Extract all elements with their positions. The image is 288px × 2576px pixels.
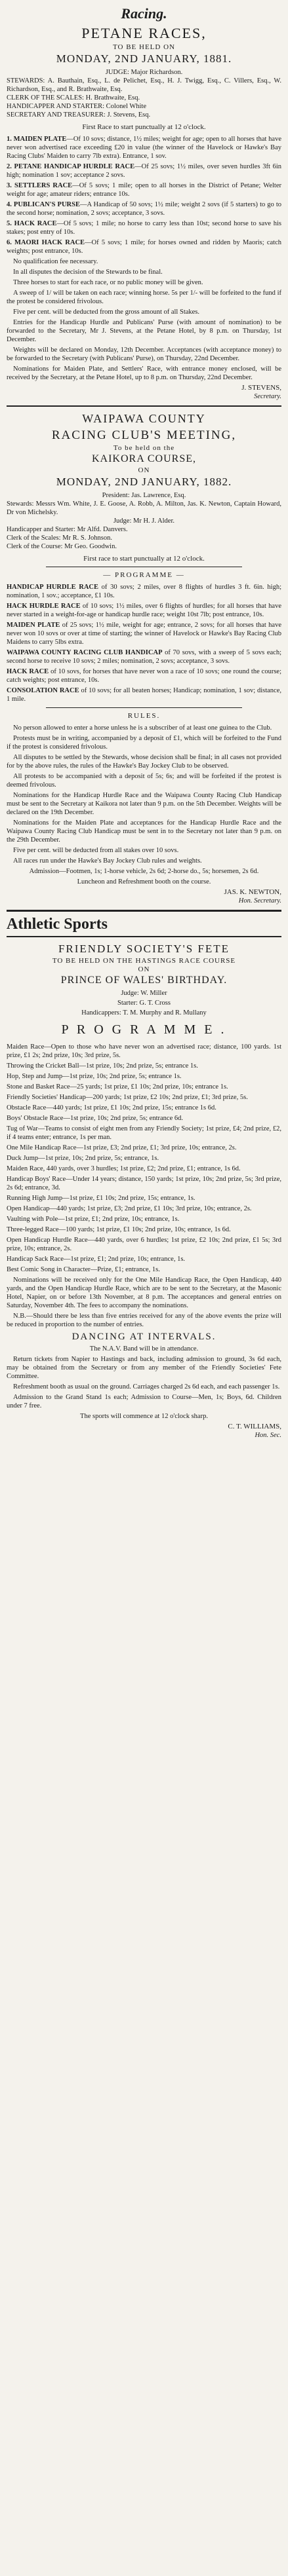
note-paragraph: Refreshment booth as usual on the ground. Carriages charged 2s 6d each, and each passenger 1s.	[13, 1383, 280, 1391]
section-divider	[7, 936, 281, 937]
note-paragraph: Luncheon and Refreshment booth on the course.	[77, 878, 211, 886]
event-entry: Throwing the Cricket Ball—1st prize, 10s; 2nd prize, 5s; entrance 1s.	[7, 1062, 198, 1070]
event-entry: Three-legged Race—100 yards; 1st prize, £1 10s; 2nd prize, 10s; entrance, 1s 6d.	[7, 1226, 231, 1233]
note-paragraph: Protests must be in writing, accompanied by a deposit of £1, which will be forfeited to the Fund if the protest is considered frivolous.	[7, 735, 281, 751]
petane-races-ad	[7, 5, 281, 400]
race-name: HACK HURDLE RACE	[7, 603, 81, 610]
petane-official: SECRETARY AND TREASURER: J. Stevens, Esq.	[7, 111, 151, 119]
note-paragraph: All races run under the Hawke's Bay Jockey Club rules and weights.	[13, 857, 202, 865]
section-title-athletic: Athletic Sports	[7, 910, 281, 933]
race-text: —Of 5 sovs; 1 mile; for horses owned and ridden by Maoris; catch weights; post entrance, 10s.	[7, 239, 281, 255]
petane-heading: PETANE RACES,	[81, 25, 207, 41]
note-paragraph: The sports will commence at 12 o'clock sharp.	[80, 1413, 208, 1420]
note-paragraph: All protests to be accompanied with a deposit of 5s; 6s; and will be forfeited if the protest is deemed frivolous.	[7, 773, 281, 789]
athletic-official: Handicappers: T. M. Murphy and R. Mullany	[81, 1009, 207, 1017]
event-entry: Vaulting with Pole—1st prize, £1; 2nd prize, 10s; entrance, 1s.	[7, 1216, 180, 1223]
event-entry: Open Handicap—440 yards; 1st prize, £3; 2nd prize, £1 10s; 3rd prize, 10s; entrance, 2s.	[7, 1205, 252, 1212]
race-text: —Of 5 sovs; 1 mile; no horse to carry less than 10st; second horse to save his stakes; post entry of 10s.	[7, 220, 281, 236]
note-paragraph: Three horses to start for each race, or no public money will be given.	[13, 279, 203, 286]
athletic-heading: FRIENDLY SOCIETY'S FETE	[58, 943, 230, 955]
event-entry: One Mile Handicap Race—1st prize, £3; 2nd prize, £1; 3rd prize, 10s; entrance, 2s.	[7, 1144, 237, 1151]
waipawa-official: Judge: Mr H. J. Alder.	[113, 517, 175, 525]
event-entry: Hop, Step and Jump—1st prize, 10s; 2nd prize, 5s; entrance 1s.	[7, 1073, 182, 1080]
petane-official: CLERK OF THE SCALES: H. Brathwaite, Esq.	[7, 94, 140, 102]
petane-official: JUDGE: Major Richardson.	[105, 69, 183, 76]
race-name: 4. PUBLICAN'S PURSE	[7, 201, 80, 208]
note-paragraph: The N.A.V. Band will be in attendance.	[89, 1345, 199, 1353]
waipawa-racing-ad	[7, 412, 281, 905]
event-entry: Tug of War—Teams to consist of eight men from any Friendly Society; 1st prize, £4; 2nd prize, £2, if 4 teams enter; entrance, 1s per man.	[7, 1125, 281, 1141]
athletic-notes	[7, 1276, 281, 1329]
rule	[46, 707, 242, 708]
waipawa-signature-role: Hon. Secretary.	[238, 897, 281, 905]
race-name: WAIPAWA COUNTY RACING CLUB HANDICAP	[7, 649, 163, 656]
athletic-signature: C. T. WILLIAMS,	[228, 1423, 281, 1430]
note-paragraph: Nominations for Maiden Plate, and Settlers' Race, with entrance money enclosed, will be received by the Secretary, at the Petane Hotel, up to 8 p.m. on Thursday, 22nd December.	[7, 365, 281, 381]
waipawa-on: ON	[138, 466, 150, 474]
race-name: HACK RACE	[7, 668, 49, 675]
event-entry: Running High Jump—1st prize, £1 10s; 2nd prize, 15s; entrance, 1s.	[7, 1195, 195, 1202]
note-paragraph: Admission to the Grand Stand 1s each; Admission to Course—Men, 1s; Boys, 6d. Children under 7 free.	[7, 1394, 281, 1409]
note-paragraph: No person allowed to enter a horse unless he is a subscriber of at least one guinea to the Club.	[13, 724, 272, 732]
race-name: MAIDEN PLATE	[7, 622, 60, 629]
race-name: 5. HACK RACE	[7, 220, 57, 227]
waipawa-venue: KAIKORA COURSE,	[91, 453, 196, 464]
event-entry: Handicap Sack Race—1st prize, £1; 2nd prize, 10s; entrance, 1s.	[7, 1256, 186, 1263]
event-entry: Boys' Obstacle Race—1st prize, 10s; 2nd prize, 5s; entrance 6d.	[7, 1115, 183, 1122]
race-entry	[7, 648, 281, 665]
race-entry	[7, 686, 281, 703]
waipawa-heading-1: WAIPAWA COUNTY	[82, 412, 206, 425]
waipawa-date: MONDAY, 2ND JANUARY, 1882.	[56, 476, 232, 488]
note-paragraph: Nominations will be received only for the One Mile Handicap Race, the Open Handicap, 440 yards, and the Open Handicap Hurdle Race, which are to be sent to the Secretary, at the Masonic Hotel, Napier, on or before 13th November, at 8 p.m. The acceptances and general entries on Saturday, November 4th. The fees to accompany the nominations.	[7, 1277, 281, 1309]
race-entry	[7, 135, 281, 160]
event-entry: Handicap Boys' Race—Under 14 years; distance, 150 yards; 1st prize, 10s; 2nd prize, 5s; 3rd prize, 2s 6d; entrance, 3d.	[7, 1176, 281, 1191]
athletic-sports-ad	[7, 910, 281, 1439]
waipawa-first-race: First race to start punctually at 12 o'clock.	[83, 555, 205, 563]
dancing-notes	[7, 1345, 281, 1421]
event-entry: Obstacle Race—440 yards; 1st prize, £1 10s; 2nd prize, 15s; entrance 1s 6d.	[7, 1104, 216, 1111]
race-text: of 70 sovs, with a sweep of 5 sovs each; second horse to receive 10 sovs; 2 miles; nomination, 2 sovs; acceptance, 3 sovs.	[7, 649, 282, 665]
race-entry	[7, 219, 281, 236]
race-text: of 10 sovs; 1½ miles, over 6 flights of hurdles; for all horses that have never started in a weight-for-age or handicap hurdle race; weight 10st 7lb; post entrance, 10s.	[7, 603, 281, 618]
athletic-programme-title: P R O G R A M M E .	[61, 1022, 227, 1037]
section-title-racing: Racing.	[121, 5, 167, 22]
athletic-official: Judge: W. Miller	[121, 990, 167, 997]
race-entry	[7, 667, 281, 684]
waipawa-official: Clerk of the Scales: Mr R. S. Johnson.	[7, 534, 112, 542]
petane-date: MONDAY, 2ND JANUARY, 1881.	[56, 52, 232, 65]
note-paragraph: Admission—Footmen, 1s; 1-horse vehicle, 2s 6d; 2-horse do., 5s; horsemen, 2s 6d.	[29, 868, 259, 875]
athletic-to-be-held: TO BE HELD ON THE HASTINGS RACE COURSE	[52, 957, 236, 965]
race-text: of 10 sovs; for all beaten horses; Handicap; nomination, 1 sov; distance, 1 mile.	[7, 687, 281, 703]
petane-official: HANDICAPPER AND STARTER: Colonel White	[7, 103, 147, 110]
note-paragraph: Return tickets from Napier to Hastings and back, including admission to ground, 3s 6d each, may be obtained from the Secretary or from any member of the Friendly Societies' Fete Committee.	[7, 1356, 281, 1380]
race-entry	[7, 583, 281, 600]
race-entry	[7, 238, 281, 255]
petane-notes	[7, 257, 281, 382]
note-paragraph: No qualification fee necessary.	[13, 258, 98, 265]
athletic-signature-role: Hon. Sec.	[255, 1432, 281, 1439]
race-name: HANDICAP HURDLE RACE	[7, 584, 98, 591]
event-entry: Stone and Basket Race—25 yards; 1st prize, £1 10s; 2nd prize, 10s; entrance 1s.	[7, 1083, 228, 1091]
race-entry	[7, 181, 281, 198]
note-paragraph: Nominations for the Maiden Plate and acceptances for the Handicap Hurdle Race and the Waipawa County Racing Club Handicap must be sent in to the Secretary not later than 9 p.m. on the 29th December.	[7, 819, 281, 844]
note-paragraph: Entries for the Handicap Hurdle and Publicans' Purse (with amount of nomination) to be forwarded to the Secretary, Mr J. Stevens, at the Petane Hotel, by 8 p.m. on Thursday, 1st December.	[7, 319, 281, 343]
petane-races-list	[7, 135, 281, 255]
athletic-on: ON	[138, 965, 150, 973]
athletic-events-list	[7, 1043, 281, 1274]
petane-signature-role: Secretary.	[254, 393, 281, 400]
waipawa-notes	[7, 724, 281, 886]
event-entry: Open Handicap Hurdle Race—440 yards, over 6 hurdles; 1st prize, £2 10s; 2nd prize, £1 5s; 3rd prize, 10s; entrance, 2s.	[7, 1237, 281, 1252]
race-text: of 25 sovs; 1½ mile, weight for age; entrance, 2 sovs; for all horses that have never won 10 sovs or over at time of starting; the winner of Havelock or Hawke's Bay Racing Club Maidens to carry 5lbs extra.	[7, 622, 282, 646]
note-paragraph: Five per cent. will be deducted from all stakes over 10 sovs.	[13, 847, 179, 854]
waipawa-official: Stewards: Messrs Wm. White, J. E. Goose, A. Robb, A. Milton, Jas. K. Newton, Captain Howard, Dr von Michelsky.	[7, 500, 281, 516]
petane-signature: J. STEVENS,	[241, 384, 281, 392]
waipawa-heading-2: RACING CLUB'S MEETING,	[51, 428, 237, 442]
waipawa-signature: JAS. K. NEWTON,	[224, 888, 281, 896]
note-paragraph: All disputes to be settled by the Stewards, whose decision shall be final; in all cases not provided for by the above rules, the rules of the Hawke's Bay Jockey Club to be observed.	[7, 754, 281, 770]
race-text: —Of 5 sovs; 1 mile; open to all horses in the District of Petane; Welter weight for age; amateur riders; entrance 10s.	[7, 182, 282, 198]
athletic-judges	[7, 989, 281, 1017]
petane-first-race: First Race to start punctually at 12 o'clock.	[82, 123, 206, 131]
race-text: of 10 sovs, for horses that have never won a race of 10 sovs; one round the course; catch weights; post entrance, 10s.	[7, 668, 281, 684]
race-text: —Of 10 sovs; distance, 1½ miles; weight for age; open to all horses that have never won advertised race exceeding £20 in value (the winner of the Havelock or Hawke's Bay Racing Clubs' Maiden to carry 7lb extra). Entrance, 1 sov.	[7, 136, 281, 160]
section-divider	[7, 405, 281, 407]
waipawa-rules-label: RULES.	[127, 712, 161, 720]
athletic-official: Starter: G. T. Cross	[117, 999, 171, 1007]
race-entry	[7, 621, 281, 646]
race-name: 3. SETTLERS RACE	[7, 182, 73, 189]
petane-officials	[7, 68, 281, 119]
race-text: —Of 25 sovs; 1½ miles, over seven hurdles 3ft 6in high; nomination 1 sov; acceptance 2 sovs.	[7, 163, 281, 179]
note-paragraph: In all disputes the decision of the Stewards to be final.	[13, 269, 163, 276]
waipawa-officials	[7, 491, 281, 551]
race-entry	[7, 162, 281, 179]
event-entry: Maiden Race, 440 yards, over 3 hurdles; 1st prize, £2; 2nd prize, £1; entrance, 1s 6d.	[7, 1165, 241, 1172]
petane-to-be-held: TO BE HELD ON	[113, 43, 175, 51]
event-entry: Duck Jump—1st prize, 10s; 2nd prize, 5s; entrance, 1s.	[7, 1155, 159, 1162]
race-entry	[7, 602, 281, 619]
waipawa-programme-label: — PROGRAMME —	[103, 571, 185, 579]
race-name: CONSOLATION RACE	[7, 687, 79, 694]
race-text: —A Handicap of 50 sovs; 1½ mile; weight 2 sovs (if 5 starters) to go to the second horse; nomination, 2 sovs; acceptance, 3 sovs.	[7, 201, 281, 217]
note-paragraph: N.B.—Should there be less than five entries received for any of the above events the prize will be reduced in proportion to the number of entries.	[7, 1313, 281, 1328]
waipawa-races-list	[7, 583, 281, 703]
event-entry: Friendly Societies' Handicap—200 yards; 1st prize, £2 10s; 2nd prize, £1; 3rd prize, 5s.	[7, 1094, 248, 1101]
event-entry: Best Comic Song in Character—Prize, £1; entrance, 1s.	[7, 1266, 160, 1273]
race-name: 6. MAORI HACK RACE	[7, 239, 85, 246]
race-text: of 30 sovs; 2 miles, over 8 flights of hurdles 3 ft. 6in. high; nomination, 1 sov.; acceptance, £1 10s.	[7, 584, 282, 599]
waipawa-official: Handicapper and Starter: Mr Alfd. Danvers.	[7, 526, 128, 533]
note-paragraph: A sweep of 1/ will be taken on each race; winning horse. 5s per 1/- will be forfeited to the fund if the protest be considered frivolous.	[7, 289, 281, 305]
race-name: 2. PETANE HANDICAP HURDLE RACE	[7, 163, 135, 170]
race-name: 1. MAIDEN PLATE	[7, 136, 67, 143]
event-entry: Maiden Race—Open to those who have never won an advertised race; distance, 100 yards. 1st prize, £1 2s; 2nd prize, 10s; 3rd prize, 5s.	[7, 1043, 281, 1059]
waipawa-to-be-held: To be held on the	[113, 444, 175, 452]
note-paragraph: Five per cent. will be deducted from the gross amount of all Stakes.	[13, 308, 200, 316]
race-entry	[7, 200, 281, 217]
waipawa-official: Clerk of the Course: Mr Geo. Goodwin.	[7, 543, 117, 550]
waipawa-official: President: Jas. Lawrence, Esq.	[102, 492, 186, 499]
dancing-heading: DANCING AT INTERVALS.	[72, 1332, 216, 1342]
note-paragraph: Nominations for the Handicap Hurdle Race and the Waipawa County Racing Club Handicap must be sent to the Secretary at Kaikora not later than 9 p.m. on the 5th December. Weights will be declared on the 19th December.	[7, 792, 281, 816]
note-paragraph: Weights will be declared on Monday, 12th December. Acceptances (with acceptance money) to be forwarded to the Secretary (with Publicans' Purse), on Thursday, 22nd December.	[7, 346, 281, 362]
petane-official: STEWARDS: A. Bauthain, Esq., L. de Pelichet, Esq., H. J. Twigg, Esq., C. Villers, Esq., W. Richardson, Esq., and R. Brathwaite, Esq.	[7, 77, 281, 93]
athletic-occasion: PRINCE OF WALES' BIRTHDAY.	[60, 975, 228, 986]
